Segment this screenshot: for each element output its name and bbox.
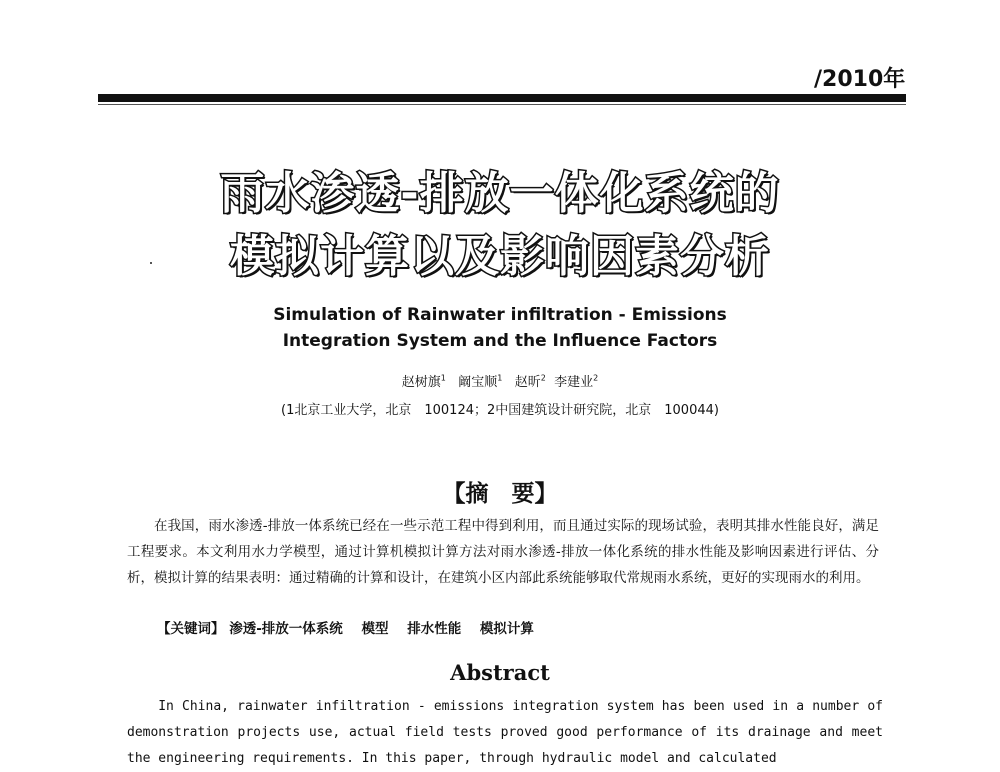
author: 赵树旗$^1$ <box>401 373 446 390</box>
keywords-label: 【关键词】 <box>157 621 225 637</box>
english-title-line-2: Integration System and the Influence Factors <box>282 331 718 351</box>
scan-speck <box>150 262 152 264</box>
keyword: 渗透-排放一体系统 <box>229 621 343 637</box>
chinese-abstract-body: 在我国，雨水渗透-排放一体系统已经在一些示范工程中得到利用，而且通过实际的现场试验，表明其排水性能良好，满足工程要求。本文利用水力学模型，通过计算机模拟计算方法对雨水渗透-排放一体化系统的排水性能及影响因素进行评估、分析，模拟计算的结果表明：通过精确的计算和设计，在建筑小区内部此系统能够取代常规雨水系统，更好的实现雨水的利用。 <box>127 518 879 586</box>
author: 赵昕$^2$ <box>514 373 546 390</box>
author: 李建业$^2$ <box>554 373 599 390</box>
header-rule-thin <box>98 104 906 105</box>
english-abstract-heading: Abstract <box>450 660 550 685</box>
english-abstract-body: In China, rainwater infiltration - emissions integration system has been used in a number of demonstration projects use, actual field tests proved good performance of its drainage and meet the engineering requirements. In this paper, through hydraulic model and calculated <box>127 699 883 766</box>
english-title-line-1: Simulation of Rainwater infiltration - Emissions <box>273 305 727 325</box>
chinese-title-line-2: 模拟计算以及影响因素分析 <box>230 231 770 282</box>
chinese-abstract-heading: 【摘 要】 <box>442 481 558 507</box>
chinese-title-line-1: 雨水渗透-排放一体化系统的 <box>220 168 780 219</box>
header-rule <box>98 94 906 102</box>
keyword: 模型 <box>361 621 389 637</box>
keywords-line <box>157 617 548 637</box>
author-list <box>0 371 1000 390</box>
keyword: 排水性能 <box>407 621 462 637</box>
author: 阚宝顺$^1$ <box>458 373 503 390</box>
keyword: 模拟计算 <box>479 621 534 637</box>
affiliation: (1北京工业大学，北京 100124；2中国建筑设计研究院，北京 100044) <box>281 403 719 418</box>
year-label: /2010年 <box>814 67 906 92</box>
